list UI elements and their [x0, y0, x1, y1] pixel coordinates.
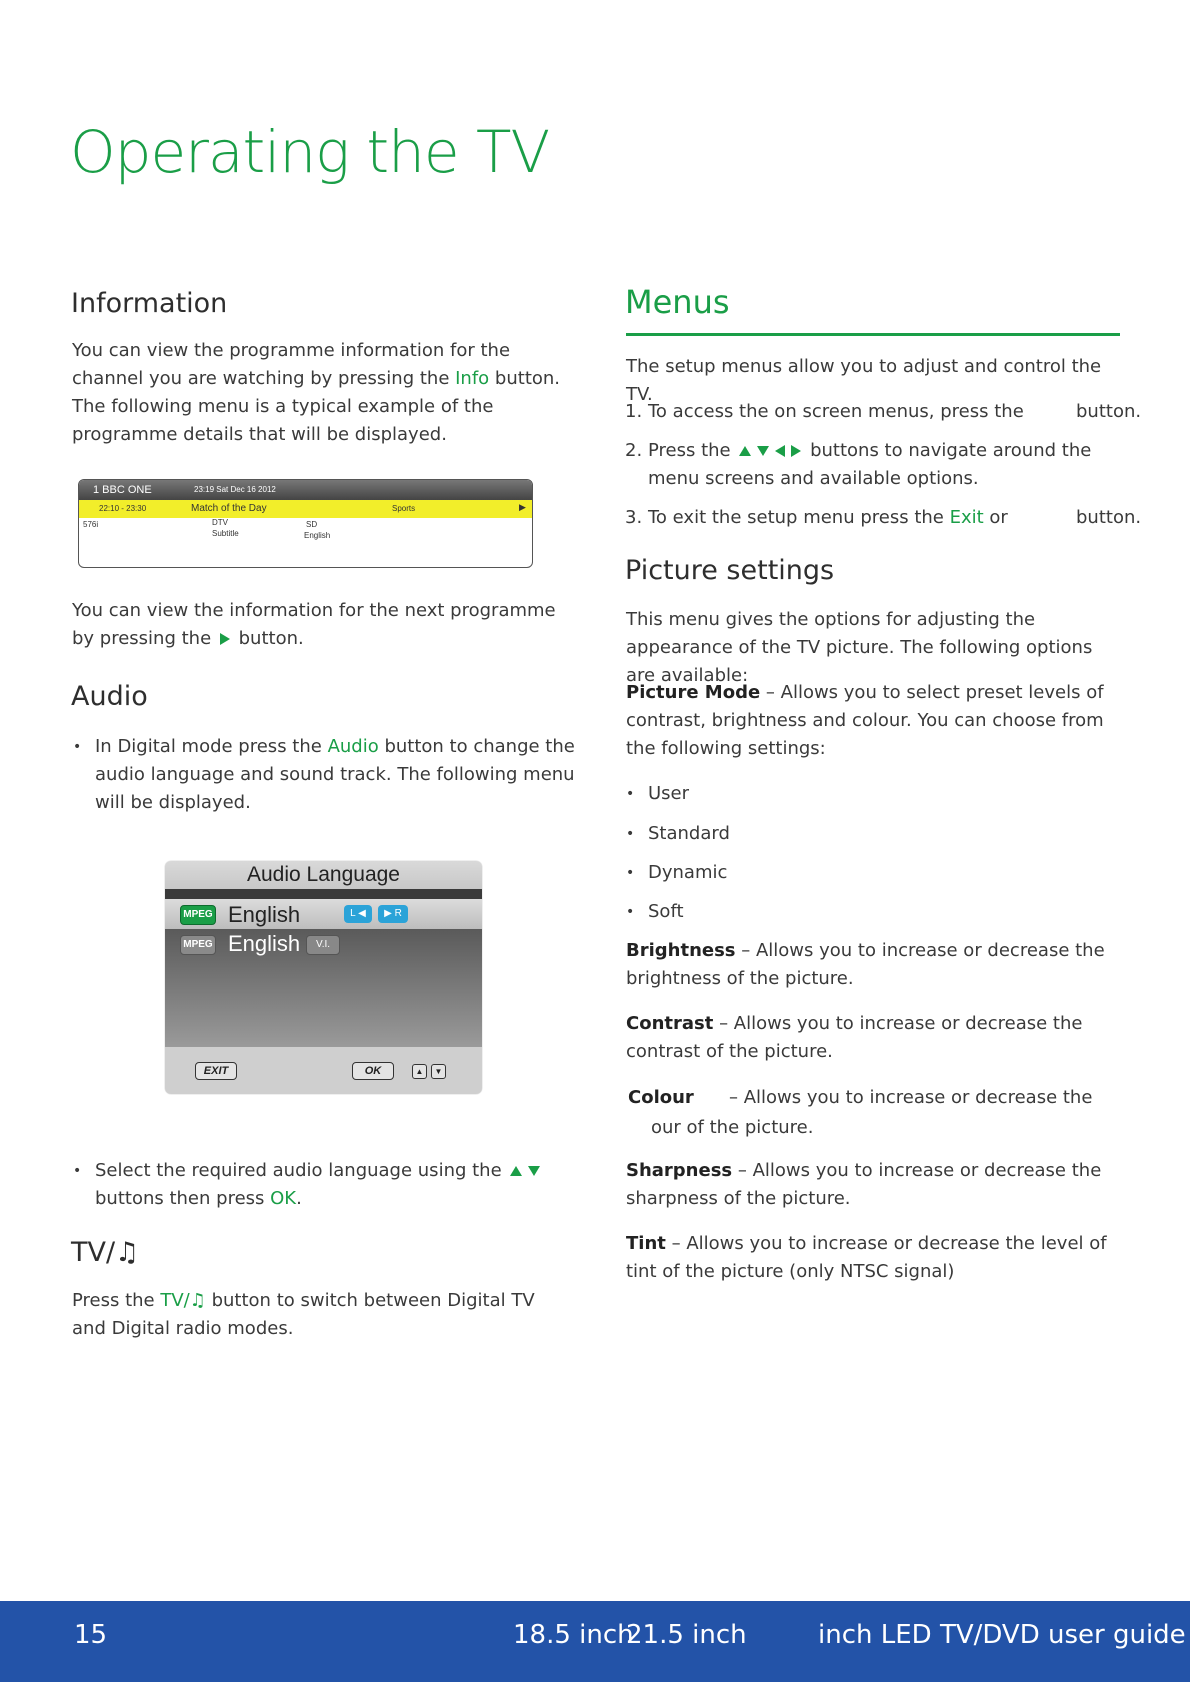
information-next: You can view the information for the next programme by pressing the button.: [72, 600, 556, 649]
menus-step-2: 2. Press the buttons to navigate around the menu screens and available options.: [625, 440, 1092, 489]
right-arrow-icon: [220, 633, 230, 645]
programme-info-panel: [78, 479, 533, 568]
info-subtitle-value: English: [304, 531, 331, 540]
picture-intro: This menu gives the options for adjusting the appearance of the TV picture. The following options are available:: [626, 609, 1093, 686]
audio-option[interactable]: [165, 929, 482, 959]
info-channel: 1 BBC ONE: [93, 484, 152, 496]
left-channel-icon: L ◀: [344, 905, 372, 923]
down-arrow-icon: [757, 446, 769, 456]
information-intro: You can view the programme information for the channel you are watching by pressing the Info button. The following menu is a typical example of the programme details that will be displayed.: [72, 340, 561, 445]
brightness-text: Brightness – Allows you to increase or decrease the brightness of the picture.: [626, 940, 1105, 989]
audio-key: Audio: [327, 736, 379, 757]
tv-radio-heading: TV/♫: [71, 1237, 140, 1268]
audio-panel-title: Audio Language: [165, 861, 482, 889]
info-programme: Match of the Day: [191, 503, 267, 514]
info-panel-header: [79, 480, 532, 500]
picture-mode-item: • Soft: [626, 901, 684, 922]
contrast-text: Contrast – Allows you to increase or decrease the contrast of the picture.: [626, 1013, 1083, 1062]
tint-text: Tint – Allows you to increase or decrease the level of tint of the picture (only NTSC signal): [626, 1233, 1107, 1282]
picture-mode-item: • Standard: [626, 823, 730, 844]
audio-bullet-1: • In Digital mode press the Audio button to change the audio language and sound track. The following menu will be displayed.: [73, 736, 575, 813]
down-arrow-icon: [528, 1166, 540, 1176]
picture-mode-text: Picture Mode – Allows you to select preset levels of contrast, brightness and colour. You can choose from the following settings:: [626, 682, 1104, 759]
left-arrow-icon: [775, 445, 785, 457]
mpeg-badge: MPEG: [180, 905, 216, 925]
menus-heading: Menus: [625, 283, 730, 321]
exit-key: Exit: [949, 507, 984, 528]
page-number: 15: [74, 1620, 108, 1650]
ok-key: OK: [270, 1188, 297, 1209]
footer-guide-title: inch LED TV/DVD user guide: [818, 1620, 1186, 1650]
exit-button[interactable]: EXIT: [195, 1062, 237, 1080]
info-time-range: 22:10 - 23:30: [99, 504, 147, 513]
menus-step-3: 3. To exit the setup menu press the Exit or button.: [625, 507, 1142, 528]
audio-option-language: English: [228, 902, 301, 927]
up-arrow-icon[interactable]: ▲: [412, 1064, 427, 1079]
down-arrow-icon[interactable]: ▼: [431, 1064, 446, 1079]
vi-badge: V.I.: [306, 935, 340, 955]
picture-settings-heading: Picture settings: [625, 555, 835, 586]
audio-bullet-2: • Select the required audio language using the buttons then press OK.: [95, 1157, 575, 1213]
info-type: DTV: [212, 518, 228, 527]
picture-mode-item: • Dynamic: [626, 862, 728, 883]
mpeg-badge: MPEG: [180, 935, 216, 955]
up-arrow-icon: [510, 1166, 522, 1176]
info-current-programme: [79, 500, 532, 518]
audio-heading: Audio: [71, 681, 148, 712]
colour-text: Colour – Allows you to increase or decrease the our of the picture.: [628, 1087, 1093, 1138]
play-icon: ▶: [519, 502, 526, 512]
menus-step-1: 1. To access the on screen menus, press the button.: [625, 401, 1142, 422]
info-key: Info: [455, 368, 490, 389]
up-arrow-icon: [739, 446, 751, 456]
audio-option-selected[interactable]: [165, 899, 482, 929]
audio-option-language: English: [228, 931, 301, 956]
info-definition: SD: [306, 520, 318, 529]
audio-panel-footer: [165, 1047, 482, 1094]
ok-button[interactable]: OK: [352, 1062, 394, 1080]
right-channel-icon: ▶ R: [378, 905, 408, 923]
right-arrow-icon: [791, 445, 801, 457]
picture-mode-item: • User: [626, 783, 690, 804]
info-subtitle-label: Subtitle: [212, 529, 239, 538]
info-genre: Sports: [392, 504, 416, 513]
info-datetime: 23:19 Sat Dec 16 2012: [194, 485, 276, 494]
footer-size-b: 21.5 inch: [626, 1620, 747, 1650]
audio-panel-divider: [165, 889, 482, 899]
info-resolution: 576i: [83, 520, 99, 529]
sharpness-text: Sharpness – Allows you to increase or decrease the sharpness of the picture.: [626, 1160, 1102, 1209]
footer-size-a: 18.5 inch: [513, 1620, 634, 1650]
audio-language-panel: [165, 861, 482, 1094]
audio-options-list: [165, 929, 482, 1047]
info-details: [79, 518, 532, 567]
tv-radio-text: Press the TV/♫ button to switch between Digital TV and Digital radio modes.: [72, 1290, 535, 1339]
tv-radio-key: TV/♫: [160, 1290, 206, 1311]
page-title: Operating the TV: [70, 118, 550, 186]
information-heading: Information: [71, 288, 228, 319]
menus-divider: [626, 333, 1120, 336]
menus-intro: The setup menus allow you to adjust and control the TV.: [626, 356, 1102, 405]
